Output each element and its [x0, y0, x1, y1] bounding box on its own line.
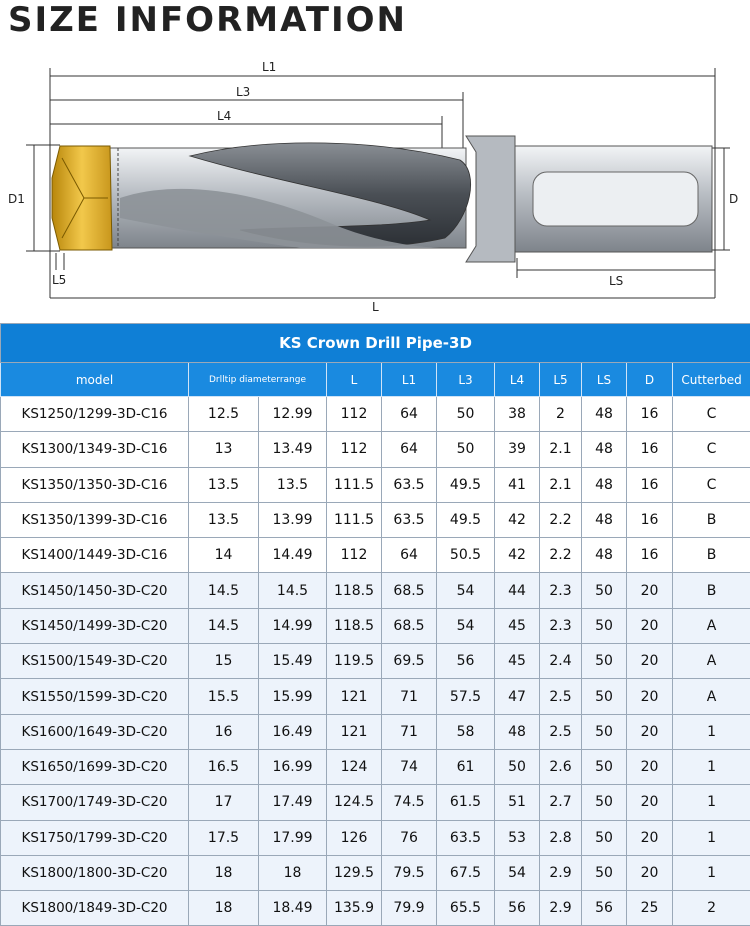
cell-tip-min: 13: [189, 432, 259, 467]
cell-D: 20: [627, 608, 673, 643]
cell-model: KS1250/1299-3D-C16: [1, 397, 189, 432]
cell-L: 121: [327, 714, 382, 749]
cell-L1: 68.5: [382, 573, 437, 608]
cell-L: 119.5: [327, 644, 382, 679]
cell-cutterbed: 1: [673, 820, 750, 855]
cell-tip-max: 18.49: [259, 891, 327, 926]
cell-LS: 50: [582, 785, 627, 820]
cell-tip-min: 17: [189, 785, 259, 820]
cell-L4: 42: [495, 538, 540, 573]
table-row: [1, 538, 750, 573]
cell-tip-min: 14.5: [189, 573, 259, 608]
cell-model: KS1800/1800-3D-C20: [1, 855, 189, 890]
cell-LS: 48: [582, 432, 627, 467]
table-row: [1, 608, 750, 643]
table-row: [1, 891, 750, 926]
cell-L1: 63.5: [382, 502, 437, 537]
cell-LS: 48: [582, 502, 627, 537]
table-row: [1, 855, 750, 890]
cell-L4: 42: [495, 502, 540, 537]
cell-tip-max: 17.49: [259, 785, 327, 820]
cell-L3: 65.5: [437, 891, 495, 926]
col-header-cutterbed: Cutterbed: [673, 363, 750, 397]
cell-D: 20: [627, 820, 673, 855]
cell-tip-max: 15.99: [259, 679, 327, 714]
cell-L5: 2.5: [540, 714, 582, 749]
drill-tip: [52, 146, 112, 250]
cell-D: 16: [627, 432, 673, 467]
cell-D: 20: [627, 679, 673, 714]
cell-tip-max: 14.5: [259, 573, 327, 608]
cell-L4: 45: [495, 608, 540, 643]
cell-tip-max: 16.99: [259, 749, 327, 784]
cell-LS: 50: [582, 608, 627, 643]
cell-L5: 2.3: [540, 573, 582, 608]
cell-D: 20: [627, 644, 673, 679]
cell-L5: 2.9: [540, 891, 582, 926]
cell-LS: 56: [582, 891, 627, 926]
table-row: [1, 679, 750, 714]
cell-L4: 47: [495, 679, 540, 714]
table-row: [1, 714, 750, 749]
cell-L3: 49.5: [437, 467, 495, 502]
cell-model: KS1600/1649-3D-C20: [1, 714, 189, 749]
cell-tip-min: 14.5: [189, 608, 259, 643]
cell-L5: 2.8: [540, 820, 582, 855]
table-row: [1, 467, 750, 502]
label-L5: L5: [52, 273, 67, 287]
cell-tip-min: 14: [189, 538, 259, 573]
cell-tip-max: 17.99: [259, 820, 327, 855]
cell-cutterbed: 1: [673, 785, 750, 820]
cell-L3: 50: [437, 397, 495, 432]
cell-L3: 54: [437, 573, 495, 608]
cell-tip-min: 16: [189, 714, 259, 749]
cell-D: 25: [627, 891, 673, 926]
table-row: [1, 644, 750, 679]
col-header-drilltip-range: Drlltip diameterrange: [189, 363, 327, 397]
cell-tip-max: 14.99: [259, 608, 327, 643]
cell-L: 118.5: [327, 573, 382, 608]
cell-tip-min: 18: [189, 891, 259, 926]
cell-D: 16: [627, 502, 673, 537]
cell-L3: 49.5: [437, 502, 495, 537]
cell-D: 20: [627, 749, 673, 784]
cell-L4: 39: [495, 432, 540, 467]
cell-cutterbed: C: [673, 397, 750, 432]
cell-L5: 2.7: [540, 785, 582, 820]
table-row: [1, 573, 750, 608]
cell-cutterbed: B: [673, 573, 750, 608]
cell-L4: 45: [495, 644, 540, 679]
cell-L1: 74.5: [382, 785, 437, 820]
cell-D: 16: [627, 467, 673, 502]
cell-tip-min: 17.5: [189, 820, 259, 855]
cell-L: 124: [327, 749, 382, 784]
cell-L3: 67.5: [437, 855, 495, 890]
cell-tip-max: 12.99: [259, 397, 327, 432]
cell-L: 121: [327, 679, 382, 714]
cell-tip-max: 14.49: [259, 538, 327, 573]
table-row: [1, 785, 750, 820]
cell-L5: 2.1: [540, 467, 582, 502]
cell-L3: 54: [437, 608, 495, 643]
cell-D: 20: [627, 855, 673, 890]
cell-model: KS1450/1499-3D-C20: [1, 608, 189, 643]
cell-cutterbed: B: [673, 538, 750, 573]
cell-cutterbed: A: [673, 679, 750, 714]
cell-model: KS1350/1399-3D-C16: [1, 502, 189, 537]
spec-table-body: [1, 397, 750, 926]
cell-tip-min: 13.5: [189, 502, 259, 537]
cell-L: 118.5: [327, 608, 382, 643]
col-header-L5: L5: [540, 363, 582, 397]
cell-model: KS1450/1450-3D-C20: [1, 573, 189, 608]
cell-L1: 64: [382, 432, 437, 467]
cell-LS: 48: [582, 397, 627, 432]
cell-L5: 2: [540, 397, 582, 432]
label-D: D: [729, 192, 739, 206]
cell-tip-min: 16.5: [189, 749, 259, 784]
cell-model: KS1550/1599-3D-C20: [1, 679, 189, 714]
cell-L4: 44: [495, 573, 540, 608]
cell-tip-min: 12.5: [189, 397, 259, 432]
page-heading: SIZE INFORMATION: [8, 0, 407, 40]
cell-L5: 2.6: [540, 749, 582, 784]
cell-cutterbed: 1: [673, 855, 750, 890]
cell-model: KS1350/1350-3D-C16: [1, 467, 189, 502]
cell-L1: 68.5: [382, 608, 437, 643]
cell-L4: 54: [495, 855, 540, 890]
cell-model: KS1750/1799-3D-C20: [1, 820, 189, 855]
cell-L1: 64: [382, 397, 437, 432]
table-row: [1, 432, 750, 467]
table-row: [1, 502, 750, 537]
label-L4: L4: [217, 109, 232, 123]
cell-L: 111.5: [327, 467, 382, 502]
drill-body: [110, 143, 471, 248]
cell-L: 129.5: [327, 855, 382, 890]
cell-L: 112: [327, 538, 382, 573]
cell-tip-max: 16.49: [259, 714, 327, 749]
cell-L: 135.9: [327, 891, 382, 926]
shank: [466, 136, 712, 262]
cell-tip-max: 13.99: [259, 502, 327, 537]
cell-cutterbed: 1: [673, 714, 750, 749]
label-L: L: [372, 300, 379, 314]
cell-LS: 50: [582, 679, 627, 714]
table-row: [1, 749, 750, 784]
table-caption: KS Crown Drill Pipe-3D: [1, 324, 750, 363]
col-header-L4: L4: [495, 363, 540, 397]
cell-L3: 50.5: [437, 538, 495, 573]
cell-L4: 53: [495, 820, 540, 855]
col-header-model: model: [1, 363, 189, 397]
cell-L5: 2.3: [540, 608, 582, 643]
col-header-LS: LS: [582, 363, 627, 397]
cell-model: KS1800/1849-3D-C20: [1, 891, 189, 926]
cell-L5: 2.4: [540, 644, 582, 679]
cell-L1: 71: [382, 679, 437, 714]
cell-L1: 71: [382, 714, 437, 749]
label-LS: LS: [609, 274, 624, 288]
spec-table: [0, 323, 750, 926]
cell-L3: 63.5: [437, 820, 495, 855]
cell-model: KS1650/1699-3D-C20: [1, 749, 189, 784]
cell-tip-min: 13.5: [189, 467, 259, 502]
cell-tip-min: 15.5: [189, 679, 259, 714]
cell-tip-max: 18: [259, 855, 327, 890]
cell-L3: 61.5: [437, 785, 495, 820]
cell-LS: 48: [582, 538, 627, 573]
cell-L5: 2.1: [540, 432, 582, 467]
cell-model: KS1700/1749-3D-C20: [1, 785, 189, 820]
cell-L4: 51: [495, 785, 540, 820]
cell-L: 126: [327, 820, 382, 855]
col-header-L: L: [327, 363, 382, 397]
cell-cutterbed: A: [673, 644, 750, 679]
cell-L4: 38: [495, 397, 540, 432]
cell-tip-max: 15.49: [259, 644, 327, 679]
cell-L1: 76: [382, 820, 437, 855]
cell-L3: 56: [437, 644, 495, 679]
cell-LS: 50: [582, 573, 627, 608]
cell-LS: 50: [582, 855, 627, 890]
cell-LS: 50: [582, 714, 627, 749]
cell-cutterbed: C: [673, 467, 750, 502]
cell-D: 20: [627, 573, 673, 608]
cell-tip-min: 15: [189, 644, 259, 679]
cell-L1: 64: [382, 538, 437, 573]
cell-L3: 50: [437, 432, 495, 467]
cell-cutterbed: C: [673, 432, 750, 467]
col-header-L1: L1: [382, 363, 437, 397]
cell-LS: 48: [582, 467, 627, 502]
cell-L3: 57.5: [437, 679, 495, 714]
cell-L5: 2.5: [540, 679, 582, 714]
cell-LS: 50: [582, 749, 627, 784]
col-header-D: D: [627, 363, 673, 397]
cell-L3: 61: [437, 749, 495, 784]
table-row: [1, 397, 750, 432]
cell-L: 124.5: [327, 785, 382, 820]
cell-tip-max: 13.49: [259, 432, 327, 467]
drill-dimension-diagram: [0, 48, 750, 318]
cell-L5: 2.9: [540, 855, 582, 890]
cell-D: 20: [627, 714, 673, 749]
cell-L1: 63.5: [382, 467, 437, 502]
cell-L3: 58: [437, 714, 495, 749]
cell-model: KS1500/1549-3D-C20: [1, 644, 189, 679]
cell-L: 112: [327, 432, 382, 467]
label-L3: L3: [236, 85, 251, 99]
cell-D: 16: [627, 538, 673, 573]
col-header-L3: L3: [437, 363, 495, 397]
cell-D: 16: [627, 397, 673, 432]
cell-cutterbed: 1: [673, 749, 750, 784]
cell-L4: 41: [495, 467, 540, 502]
cell-L: 111.5: [327, 502, 382, 537]
cell-L4: 56: [495, 891, 540, 926]
cell-model: KS1300/1349-3D-C16: [1, 432, 189, 467]
cell-L4: 50: [495, 749, 540, 784]
cell-LS: 50: [582, 820, 627, 855]
cell-cutterbed: 2: [673, 891, 750, 926]
cell-D: 20: [627, 785, 673, 820]
cell-LS: 50: [582, 644, 627, 679]
cell-tip-max: 13.5: [259, 467, 327, 502]
label-L1: L1: [262, 60, 277, 74]
cell-cutterbed: B: [673, 502, 750, 537]
cell-L1: 79.9: [382, 891, 437, 926]
cell-L5: 2.2: [540, 538, 582, 573]
cell-L5: 2.2: [540, 502, 582, 537]
cell-tip-min: 18: [189, 855, 259, 890]
cell-L1: 74: [382, 749, 437, 784]
cell-L1: 69.5: [382, 644, 437, 679]
cell-L1: 79.5: [382, 855, 437, 890]
cell-model: KS1400/1449-3D-C16: [1, 538, 189, 573]
table-row: [1, 820, 750, 855]
cell-L4: 48: [495, 714, 540, 749]
label-D1: D1: [8, 192, 25, 206]
cell-L: 112: [327, 397, 382, 432]
cell-cutterbed: A: [673, 608, 750, 643]
